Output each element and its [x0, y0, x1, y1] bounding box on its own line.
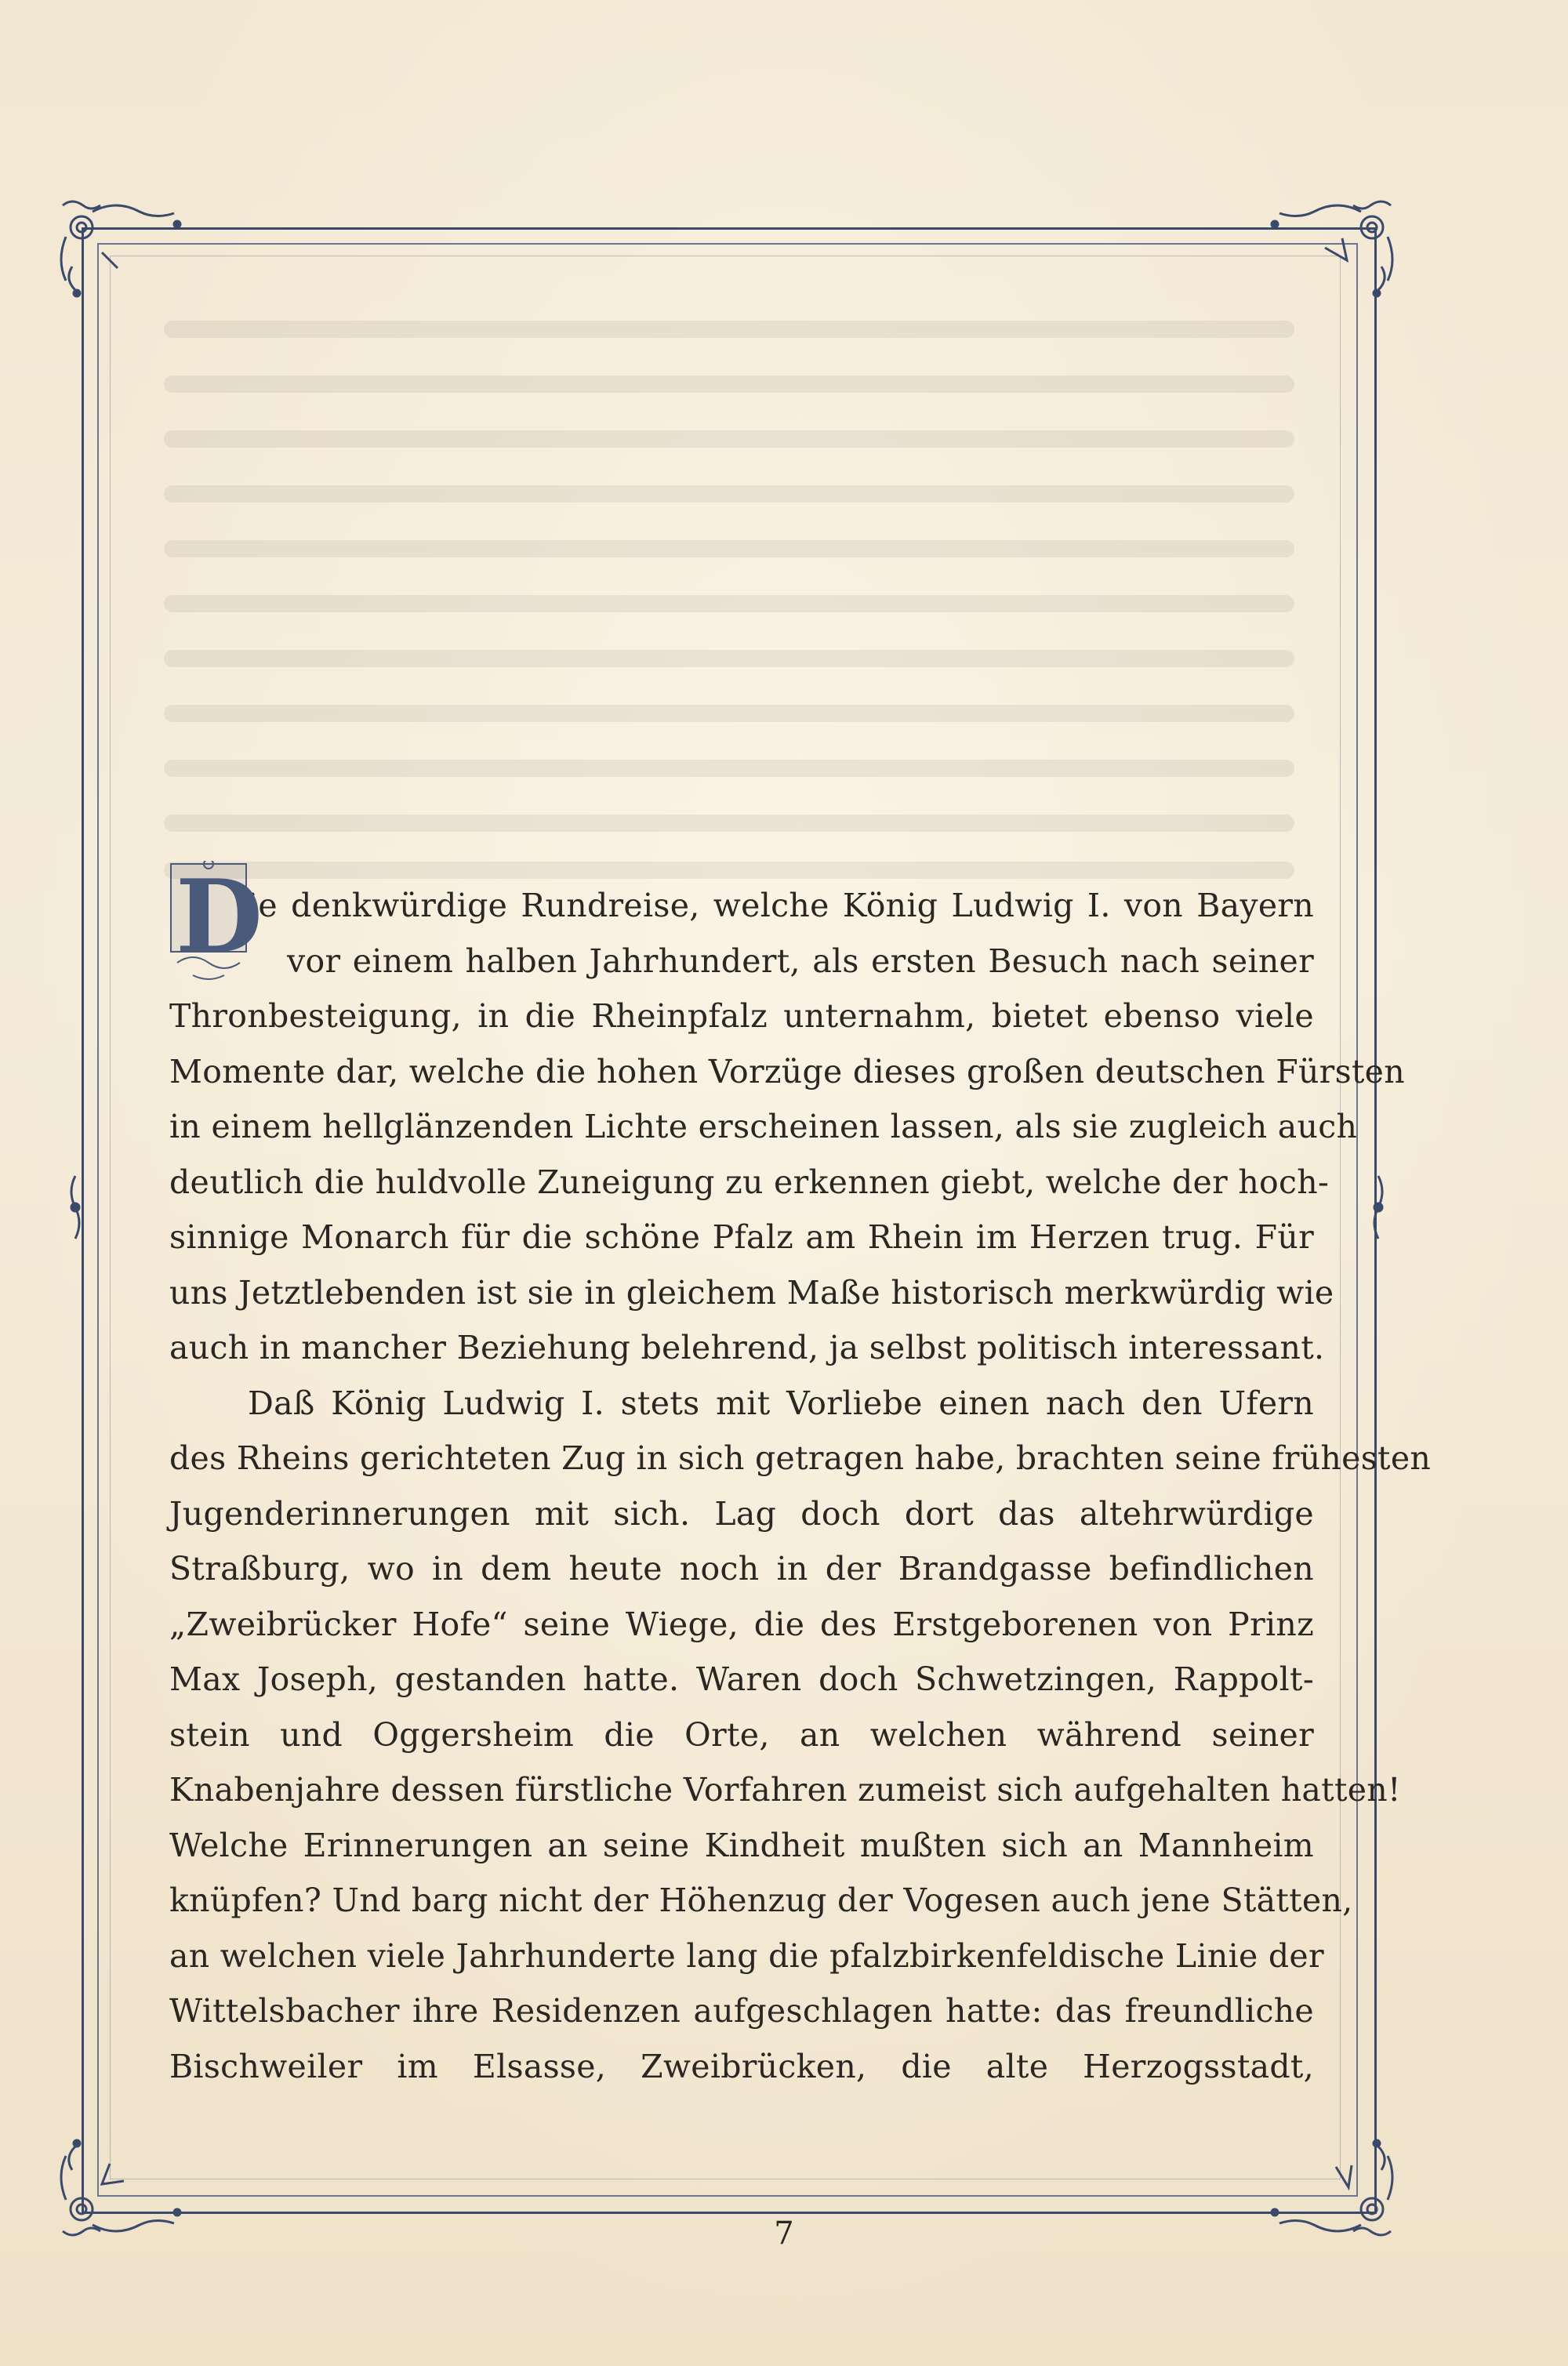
text-line: Max Joseph, gestanden hatte. Waren doch Schwetzingen, Rappolt-: [169, 1660, 1314, 1698]
text-line: Momente dar, welche die hohen Vorzüge dieses großen deutschen Fürsten: [169, 1052, 1405, 1090]
text-line: „Zweibrücker Hofe“ seine Wiege, die des Erstgeborenen von Prinz: [169, 1605, 1314, 1643]
text-line: Welche Erinnerungen an seine Kindheit mußten sich an Mannheim: [169, 1826, 1314, 1864]
text-line: deutlich die huldvolle Zuneigung zu erkennen giebt, welche der hoch-: [169, 1163, 1330, 1201]
text-line: ie denkwürdige Rundreise, welche König Ludwig I. von Bayern: [248, 887, 1314, 924]
text-line: Jugenderinnerungen mit sich. Lag doch dort das altehrwürdige: [169, 1494, 1314, 1533]
paragraph-2: [169, 1376, 1432, 2095]
drop-cap: [169, 858, 263, 985]
text-line: Bischweiler im Elsasse, Zweibrücken, die alte Herzogsstadt,: [169, 2047, 1314, 2085]
text-line: uns Jetztlebenden ist sie in gleichem Maße historisch merkwürdig wie: [169, 1273, 1334, 1312]
text-line: Daß König Ludwig I. stets mit Vorliebe einen nach den Ufern: [248, 1384, 1314, 1422]
left-side-ornament-icon: [71, 1176, 79, 1239]
text-line: stein und Oggersheim die Orte, an welchen während seiner: [169, 1715, 1314, 1754]
text-line: Straßburg, wo in dem heute noch in der Brandgasse befindlichen: [169, 1550, 1314, 1588]
text-line: des Rheins gerichteten Zug in sich getragen habe, brachten seine frühesten: [169, 1439, 1432, 1477]
paragraph-1: [169, 878, 1405, 1376]
page-number: 7: [774, 2215, 794, 2252]
text-line: Wittelsbacher ihre Residenzen aufgeschlagen hatte: das freundliche: [169, 1992, 1314, 2030]
text-line: auch in mancher Beziehung belehrend, ja selbst politisch interessant.: [169, 1329, 1325, 1366]
text-line: knüpfen? Und barg nicht der Höhenzug der Vogesen auch jene Stätten,: [169, 1882, 1353, 1919]
body-text: [169, 858, 1432, 2094]
top-left-ornament-icon: [61, 201, 180, 296]
text-line: an welchen viele Jahrhunderte lang die pfalzbirkenfeldische Linie der: [169, 1936, 1324, 1975]
top-right-ornament-icon: [1272, 201, 1392, 296]
right-side-ornament-icon: [1374, 1176, 1382, 1239]
text-line: Thronbesteigung, in die Rheinpfalz unternahm, bietet ebenso viele: [169, 997, 1314, 1035]
text-line: in einem hellglänzenden Lichte erscheinen lassen, als sie zugleich auch: [169, 1108, 1358, 1145]
text-line: sinnige Monarch für die schöne Pfalz am Rhein im Herzen trug. Für: [169, 1218, 1314, 1256]
text-line: vor einem halben Jahrhundert, als ersten Besuch nach seiner: [287, 942, 1314, 980]
text-line: Knabenjahre dessen fürstliche Vorfahren zumeist sich aufgehalten hatten!: [169, 1771, 1401, 1809]
drop-cap-letter: D: [176, 858, 263, 976]
